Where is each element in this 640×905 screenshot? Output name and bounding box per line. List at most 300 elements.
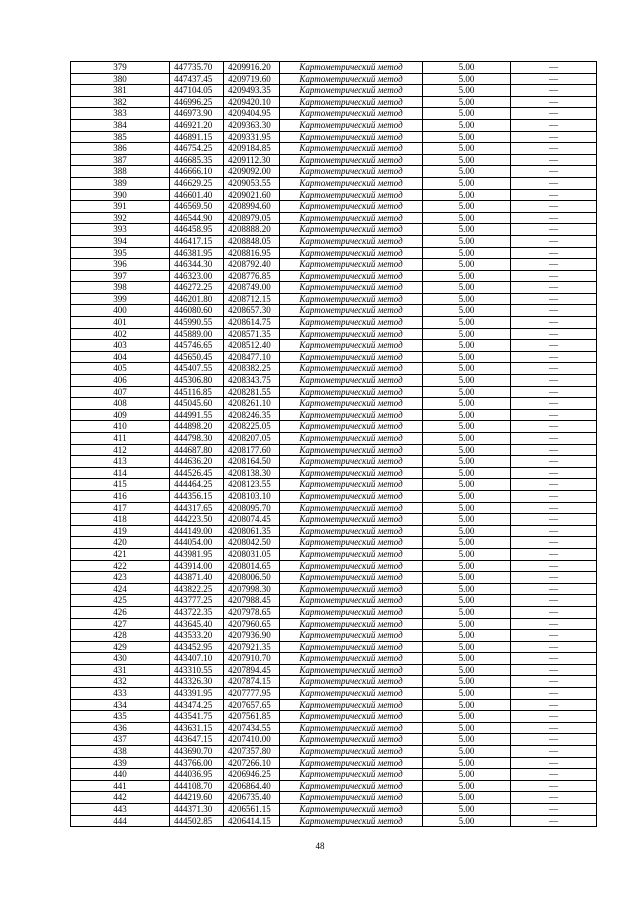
y-coordinate-cell: 4208776.85 — [224, 270, 280, 282]
point-number-cell: 444 — [71, 815, 170, 827]
y-coordinate-cell: 4206946.25 — [224, 769, 280, 781]
accuracy-cell: 5.00 — [423, 595, 511, 607]
table-row — [71, 514, 597, 526]
description-cell: — — [511, 293, 597, 305]
accuracy-cell: 5.00 — [423, 201, 511, 213]
x-coordinate-cell: 446921.20 — [170, 119, 224, 131]
y-coordinate-cell: 4208014.65 — [224, 560, 280, 572]
accuracy-cell: 5.00 — [423, 96, 511, 108]
table-row — [71, 467, 597, 479]
table-row — [71, 224, 597, 236]
x-coordinate-cell: 446996.25 — [170, 96, 224, 108]
description-cell: — — [511, 746, 597, 758]
accuracy-cell: 5.00 — [423, 433, 511, 445]
y-coordinate-cell: 4208281.55 — [224, 386, 280, 398]
description-cell: — — [511, 235, 597, 247]
x-coordinate-cell: 446666.10 — [170, 166, 224, 178]
accuracy-cell: 5.00 — [423, 664, 511, 676]
x-coordinate-cell: 444991.55 — [170, 409, 224, 421]
description-cell: — — [511, 340, 597, 352]
x-coordinate-cell: 444464.25 — [170, 479, 224, 491]
y-coordinate-cell: 4209404.95 — [224, 108, 280, 120]
table-row — [71, 525, 597, 537]
y-coordinate-cell: 4207357.80 — [224, 746, 280, 758]
y-coordinate-cell: 4209493.35 — [224, 85, 280, 97]
y-coordinate-cell: 4208571.35 — [224, 328, 280, 340]
table-row — [71, 537, 597, 549]
y-coordinate-cell: 4207960.65 — [224, 618, 280, 630]
method-cell: Картометрический метод — [280, 467, 423, 479]
description-cell: — — [511, 189, 597, 201]
point-number-cell: 404 — [71, 351, 170, 363]
x-coordinate-cell: 446629.25 — [170, 177, 224, 189]
x-coordinate-cell: 443914.00 — [170, 560, 224, 572]
y-coordinate-cell: 4208343.75 — [224, 375, 280, 387]
point-number-cell: 403 — [71, 340, 170, 352]
point-number-cell: 398 — [71, 282, 170, 294]
accuracy-cell: 5.00 — [423, 792, 511, 804]
point-number-cell: 415 — [71, 479, 170, 491]
description-cell: — — [511, 317, 597, 329]
method-cell: Картометрический метод — [280, 502, 423, 514]
y-coordinate-cell: 4207266.10 — [224, 757, 280, 769]
description-cell: — — [511, 85, 597, 97]
point-number-cell: 436 — [71, 722, 170, 734]
y-coordinate-cell: 4209112.30 — [224, 154, 280, 166]
description-cell: — — [511, 722, 597, 734]
method-cell: Картометрический метод — [280, 456, 423, 468]
point-number-cell: 388 — [71, 166, 170, 178]
accuracy-cell: 5.00 — [423, 769, 511, 781]
description-cell: — — [511, 618, 597, 630]
y-coordinate-cell: 4208042.50 — [224, 537, 280, 549]
accuracy-cell: 5.00 — [423, 514, 511, 526]
point-number-cell: 405 — [71, 363, 170, 375]
accuracy-cell: 5.00 — [423, 177, 511, 189]
point-number-cell: 401 — [71, 317, 170, 329]
point-number-cell: 443 — [71, 804, 170, 816]
method-cell: Картометрический метод — [280, 664, 423, 676]
point-number-cell: 400 — [71, 305, 170, 317]
y-coordinate-cell: 4207921.35 — [224, 641, 280, 653]
method-cell: Картометрический метод — [280, 119, 423, 131]
description-cell: — — [511, 769, 597, 781]
method-cell: Картометрический метод — [280, 259, 423, 271]
table-row — [71, 595, 597, 607]
table-row — [71, 131, 597, 143]
page-number: 48 — [315, 841, 325, 851]
description-cell: — — [511, 433, 597, 445]
point-number-cell: 429 — [71, 641, 170, 653]
y-coordinate-cell: 4208061.35 — [224, 525, 280, 537]
accuracy-cell: 5.00 — [423, 572, 511, 584]
description-cell: — — [511, 456, 597, 468]
description-cell: — — [511, 119, 597, 131]
method-cell: Картометрический метод — [280, 96, 423, 108]
y-coordinate-cell: 4208512.40 — [224, 340, 280, 352]
x-coordinate-cell: 443310.55 — [170, 664, 224, 676]
accuracy-cell: 5.00 — [423, 722, 511, 734]
method-cell: Картометрический метод — [280, 131, 423, 143]
y-coordinate-cell: 4206414.15 — [224, 815, 280, 827]
x-coordinate-cell: 445407.55 — [170, 363, 224, 375]
x-coordinate-cell: 446417.15 — [170, 235, 224, 247]
table-row — [71, 641, 597, 653]
description-cell: — — [511, 62, 597, 74]
method-cell: Картометрический метод — [280, 166, 423, 178]
method-cell: Картометрический метод — [280, 676, 423, 688]
description-cell: — — [511, 490, 597, 502]
x-coordinate-cell: 444526.45 — [170, 467, 224, 479]
x-coordinate-cell: 445889.00 — [170, 328, 224, 340]
table-row — [71, 746, 597, 758]
y-coordinate-cell: 4207561.85 — [224, 711, 280, 723]
y-coordinate-cell: 4207998.30 — [224, 583, 280, 595]
y-coordinate-cell: 4209021.60 — [224, 189, 280, 201]
y-coordinate-cell: 4208749.00 — [224, 282, 280, 294]
accuracy-cell: 5.00 — [423, 490, 511, 502]
method-cell: Картометрический метод — [280, 746, 423, 758]
description-cell: — — [511, 630, 597, 642]
accuracy-cell: 5.00 — [423, 282, 511, 294]
x-coordinate-cell: 444798.30 — [170, 433, 224, 445]
y-coordinate-cell: 4206864.40 — [224, 780, 280, 792]
method-cell: Картометрический метод — [280, 641, 423, 653]
point-number-cell: 394 — [71, 235, 170, 247]
y-coordinate-cell: 4206735.40 — [224, 792, 280, 804]
x-coordinate-cell: 446544.90 — [170, 212, 224, 224]
accuracy-cell: 5.00 — [423, 479, 511, 491]
description-cell: — — [511, 398, 597, 410]
description-cell: — — [511, 711, 597, 723]
accuracy-cell: 5.00 — [423, 653, 511, 665]
point-number-cell: 383 — [71, 108, 170, 120]
y-coordinate-cell: 4209331.95 — [224, 131, 280, 143]
description-cell: — — [511, 96, 597, 108]
table-row — [71, 456, 597, 468]
table-row — [71, 363, 597, 375]
table-row — [71, 85, 597, 97]
description-cell: — — [511, 224, 597, 236]
accuracy-cell: 5.00 — [423, 224, 511, 236]
table-row — [71, 409, 597, 421]
point-number-cell: 431 — [71, 664, 170, 676]
table-row — [71, 328, 597, 340]
description-cell: — — [511, 270, 597, 282]
table-row — [71, 189, 597, 201]
y-coordinate-cell: 4209363.30 — [224, 119, 280, 131]
description-cell: — — [511, 247, 597, 259]
method-cell: Картометрический метод — [280, 154, 423, 166]
table-row — [71, 653, 597, 665]
description-cell: — — [511, 502, 597, 514]
description-cell: — — [511, 653, 597, 665]
accuracy-cell: 5.00 — [423, 351, 511, 363]
description-cell: — — [511, 386, 597, 398]
y-coordinate-cell: 4208477.10 — [224, 351, 280, 363]
x-coordinate-cell: 444054.00 — [170, 537, 224, 549]
x-coordinate-cell: 446458.95 — [170, 224, 224, 236]
description-cell: — — [511, 73, 597, 85]
method-cell: Картометрический метод — [280, 711, 423, 723]
point-number-cell: 402 — [71, 328, 170, 340]
accuracy-cell: 5.00 — [423, 317, 511, 329]
x-coordinate-cell: 446973.90 — [170, 108, 224, 120]
x-coordinate-cell: 443777.25 — [170, 595, 224, 607]
accuracy-cell: 5.00 — [423, 444, 511, 456]
method-cell: Картометрический метод — [280, 618, 423, 630]
x-coordinate-cell: 446601.40 — [170, 189, 224, 201]
accuracy-cell: 5.00 — [423, 247, 511, 259]
description-cell: — — [511, 583, 597, 595]
description-cell: — — [511, 734, 597, 746]
point-number-cell: 382 — [71, 96, 170, 108]
point-number-cell: 425 — [71, 595, 170, 607]
y-coordinate-cell: 4207936.90 — [224, 630, 280, 642]
point-number-cell: 391 — [71, 201, 170, 213]
method-cell: Картометрический метод — [280, 305, 423, 317]
method-cell: Картометрический метод — [280, 734, 423, 746]
table-row — [71, 711, 597, 723]
point-number-cell: 396 — [71, 259, 170, 271]
y-coordinate-cell: 4207894.45 — [224, 664, 280, 676]
description-cell: — — [511, 699, 597, 711]
y-coordinate-cell: 4208074.45 — [224, 514, 280, 526]
point-number-cell: 422 — [71, 560, 170, 572]
description-cell: — — [511, 537, 597, 549]
accuracy-cell: 5.00 — [423, 583, 511, 595]
point-number-cell: 428 — [71, 630, 170, 642]
table-row — [71, 722, 597, 734]
description-cell: — — [511, 154, 597, 166]
table-row — [71, 490, 597, 502]
point-number-cell: 432 — [71, 676, 170, 688]
point-number-cell: 421 — [71, 548, 170, 560]
point-number-cell: 392 — [71, 212, 170, 224]
table-row — [71, 119, 597, 131]
x-coordinate-cell: 445116.85 — [170, 386, 224, 398]
y-coordinate-cell: 4207978.65 — [224, 606, 280, 618]
accuracy-cell: 5.00 — [423, 525, 511, 537]
x-coordinate-cell: 443326.30 — [170, 676, 224, 688]
method-cell: Картометрический метод — [280, 688, 423, 700]
table-row — [71, 340, 597, 352]
point-number-cell: 393 — [71, 224, 170, 236]
method-cell: Картометрический метод — [280, 317, 423, 329]
method-cell: Картометрический метод — [280, 224, 423, 236]
accuracy-cell: 5.00 — [423, 143, 511, 155]
y-coordinate-cell: 4208848.05 — [224, 235, 280, 247]
table-row — [71, 757, 597, 769]
description-cell: — — [511, 606, 597, 618]
x-coordinate-cell: 443541.75 — [170, 711, 224, 723]
accuracy-cell: 5.00 — [423, 386, 511, 398]
table-row — [71, 177, 597, 189]
method-cell: Картометрический метод — [280, 421, 423, 433]
point-number-cell: 437 — [71, 734, 170, 746]
y-coordinate-cell: 4208225.05 — [224, 421, 280, 433]
method-cell: Картометрический метод — [280, 340, 423, 352]
y-coordinate-cell: 4207874.15 — [224, 676, 280, 688]
description-cell: — — [511, 444, 597, 456]
coordinates-table — [70, 61, 597, 827]
point-number-cell: 399 — [71, 293, 170, 305]
method-cell: Картометрический метод — [280, 606, 423, 618]
method-cell: Картометрический метод — [280, 351, 423, 363]
table-row — [71, 386, 597, 398]
x-coordinate-cell: 443690.70 — [170, 746, 224, 758]
y-coordinate-cell: 4207410.00 — [224, 734, 280, 746]
method-cell: Картометрический метод — [280, 386, 423, 398]
method-cell: Картометрический метод — [280, 595, 423, 607]
method-cell: Картометрический метод — [280, 572, 423, 584]
y-coordinate-cell: 4208246.35 — [224, 409, 280, 421]
x-coordinate-cell: 443452.95 — [170, 641, 224, 653]
y-coordinate-cell: 4208138.30 — [224, 467, 280, 479]
accuracy-cell: 5.00 — [423, 305, 511, 317]
point-number-cell: 430 — [71, 653, 170, 665]
accuracy-cell: 5.00 — [423, 606, 511, 618]
table-row — [71, 618, 597, 630]
method-cell: Картометрический метод — [280, 85, 423, 97]
y-coordinate-cell: 4208095.70 — [224, 502, 280, 514]
method-cell: Картометрический метод — [280, 293, 423, 305]
table-row — [71, 247, 597, 259]
x-coordinate-cell: 444502.85 — [170, 815, 224, 827]
description-cell: — — [511, 201, 597, 213]
point-number-cell: 385 — [71, 131, 170, 143]
point-number-cell: 379 — [71, 62, 170, 74]
table-row — [71, 804, 597, 816]
point-number-cell: 419 — [71, 525, 170, 537]
y-coordinate-cell: 4209916.20 — [224, 62, 280, 74]
description-cell: — — [511, 757, 597, 769]
method-cell: Картометрический метод — [280, 479, 423, 491]
description-cell: — — [511, 131, 597, 143]
description-cell: — — [511, 467, 597, 479]
point-number-cell: 395 — [71, 247, 170, 259]
accuracy-cell: 5.00 — [423, 62, 511, 74]
x-coordinate-cell: 444317.65 — [170, 502, 224, 514]
point-number-cell: 417 — [71, 502, 170, 514]
accuracy-cell: 5.00 — [423, 676, 511, 688]
y-coordinate-cell: 4209184.85 — [224, 143, 280, 155]
y-coordinate-cell: 4209420.10 — [224, 96, 280, 108]
method-cell: Картометрический метод — [280, 537, 423, 549]
table-row — [71, 259, 597, 271]
x-coordinate-cell: 444687.80 — [170, 444, 224, 456]
x-coordinate-cell: 445045.60 — [170, 398, 224, 410]
y-coordinate-cell: 4208614.75 — [224, 317, 280, 329]
x-coordinate-cell: 443871.40 — [170, 572, 224, 584]
accuracy-cell: 5.00 — [423, 421, 511, 433]
x-coordinate-cell: 443474.25 — [170, 699, 224, 711]
y-coordinate-cell: 4208207.05 — [224, 433, 280, 445]
x-coordinate-cell: 443407.10 — [170, 653, 224, 665]
method-cell: Картометрический метод — [280, 177, 423, 189]
accuracy-cell: 5.00 — [423, 641, 511, 653]
description-cell: — — [511, 363, 597, 375]
point-number-cell: 418 — [71, 514, 170, 526]
table-row — [71, 780, 597, 792]
accuracy-cell: 5.00 — [423, 502, 511, 514]
y-coordinate-cell: 4207910.70 — [224, 653, 280, 665]
method-cell: Картометрический метод — [280, 282, 423, 294]
x-coordinate-cell: 443766.00 — [170, 757, 224, 769]
table-row — [71, 212, 597, 224]
method-cell: Картометрический метод — [280, 722, 423, 734]
table-row — [71, 548, 597, 560]
y-coordinate-cell: 4207657.65 — [224, 699, 280, 711]
accuracy-cell: 5.00 — [423, 398, 511, 410]
method-cell: Картометрический метод — [280, 143, 423, 155]
y-coordinate-cell: 4208164.50 — [224, 456, 280, 468]
accuracy-cell: 5.00 — [423, 340, 511, 352]
table-row — [71, 606, 597, 618]
point-number-cell: 380 — [71, 73, 170, 85]
x-coordinate-cell: 446323.00 — [170, 270, 224, 282]
table-row — [71, 572, 597, 584]
x-coordinate-cell: 444356.15 — [170, 490, 224, 502]
description-cell: — — [511, 259, 597, 271]
accuracy-cell: 5.00 — [423, 189, 511, 201]
description-cell: — — [511, 409, 597, 421]
x-coordinate-cell: 446891.15 — [170, 131, 224, 143]
x-coordinate-cell: 443981.95 — [170, 548, 224, 560]
method-cell: Картометрический метод — [280, 363, 423, 375]
method-cell: Картометрический метод — [280, 108, 423, 120]
point-number-cell: 386 — [71, 143, 170, 155]
accuracy-cell: 5.00 — [423, 409, 511, 421]
y-coordinate-cell: 4208103.10 — [224, 490, 280, 502]
accuracy-cell: 5.00 — [423, 166, 511, 178]
accuracy-cell: 5.00 — [423, 688, 511, 700]
point-number-cell: 412 — [71, 444, 170, 456]
point-number-cell: 410 — [71, 421, 170, 433]
description-cell: — — [511, 143, 597, 155]
table-row — [71, 560, 597, 572]
accuracy-cell: 5.00 — [423, 537, 511, 549]
method-cell: Картометрический метод — [280, 247, 423, 259]
point-number-cell: 438 — [71, 746, 170, 758]
point-number-cell: 411 — [71, 433, 170, 445]
method-cell: Картометрический метод — [280, 235, 423, 247]
y-coordinate-cell: 4208712.15 — [224, 293, 280, 305]
table-row — [71, 375, 597, 387]
table-row — [71, 734, 597, 746]
method-cell: Картометрический метод — [280, 804, 423, 816]
point-number-cell: 389 — [71, 177, 170, 189]
accuracy-cell: 5.00 — [423, 467, 511, 479]
x-coordinate-cell: 446381.95 — [170, 247, 224, 259]
point-number-cell: 397 — [71, 270, 170, 282]
y-coordinate-cell: 4209719.60 — [224, 73, 280, 85]
point-number-cell: 413 — [71, 456, 170, 468]
method-cell: Картометрический метод — [280, 409, 423, 421]
accuracy-cell: 5.00 — [423, 270, 511, 282]
method-cell: Картометрический метод — [280, 433, 423, 445]
x-coordinate-cell: 445306.80 — [170, 375, 224, 387]
accuracy-cell: 5.00 — [423, 235, 511, 247]
table-row — [71, 421, 597, 433]
accuracy-cell: 5.00 — [423, 780, 511, 792]
x-coordinate-cell: 443647.15 — [170, 734, 224, 746]
description-cell: — — [511, 560, 597, 572]
y-coordinate-cell: 4208888.20 — [224, 224, 280, 236]
y-coordinate-cell: 4208031.05 — [224, 548, 280, 560]
method-cell: Картометрический метод — [280, 630, 423, 642]
x-coordinate-cell: 443631.15 — [170, 722, 224, 734]
